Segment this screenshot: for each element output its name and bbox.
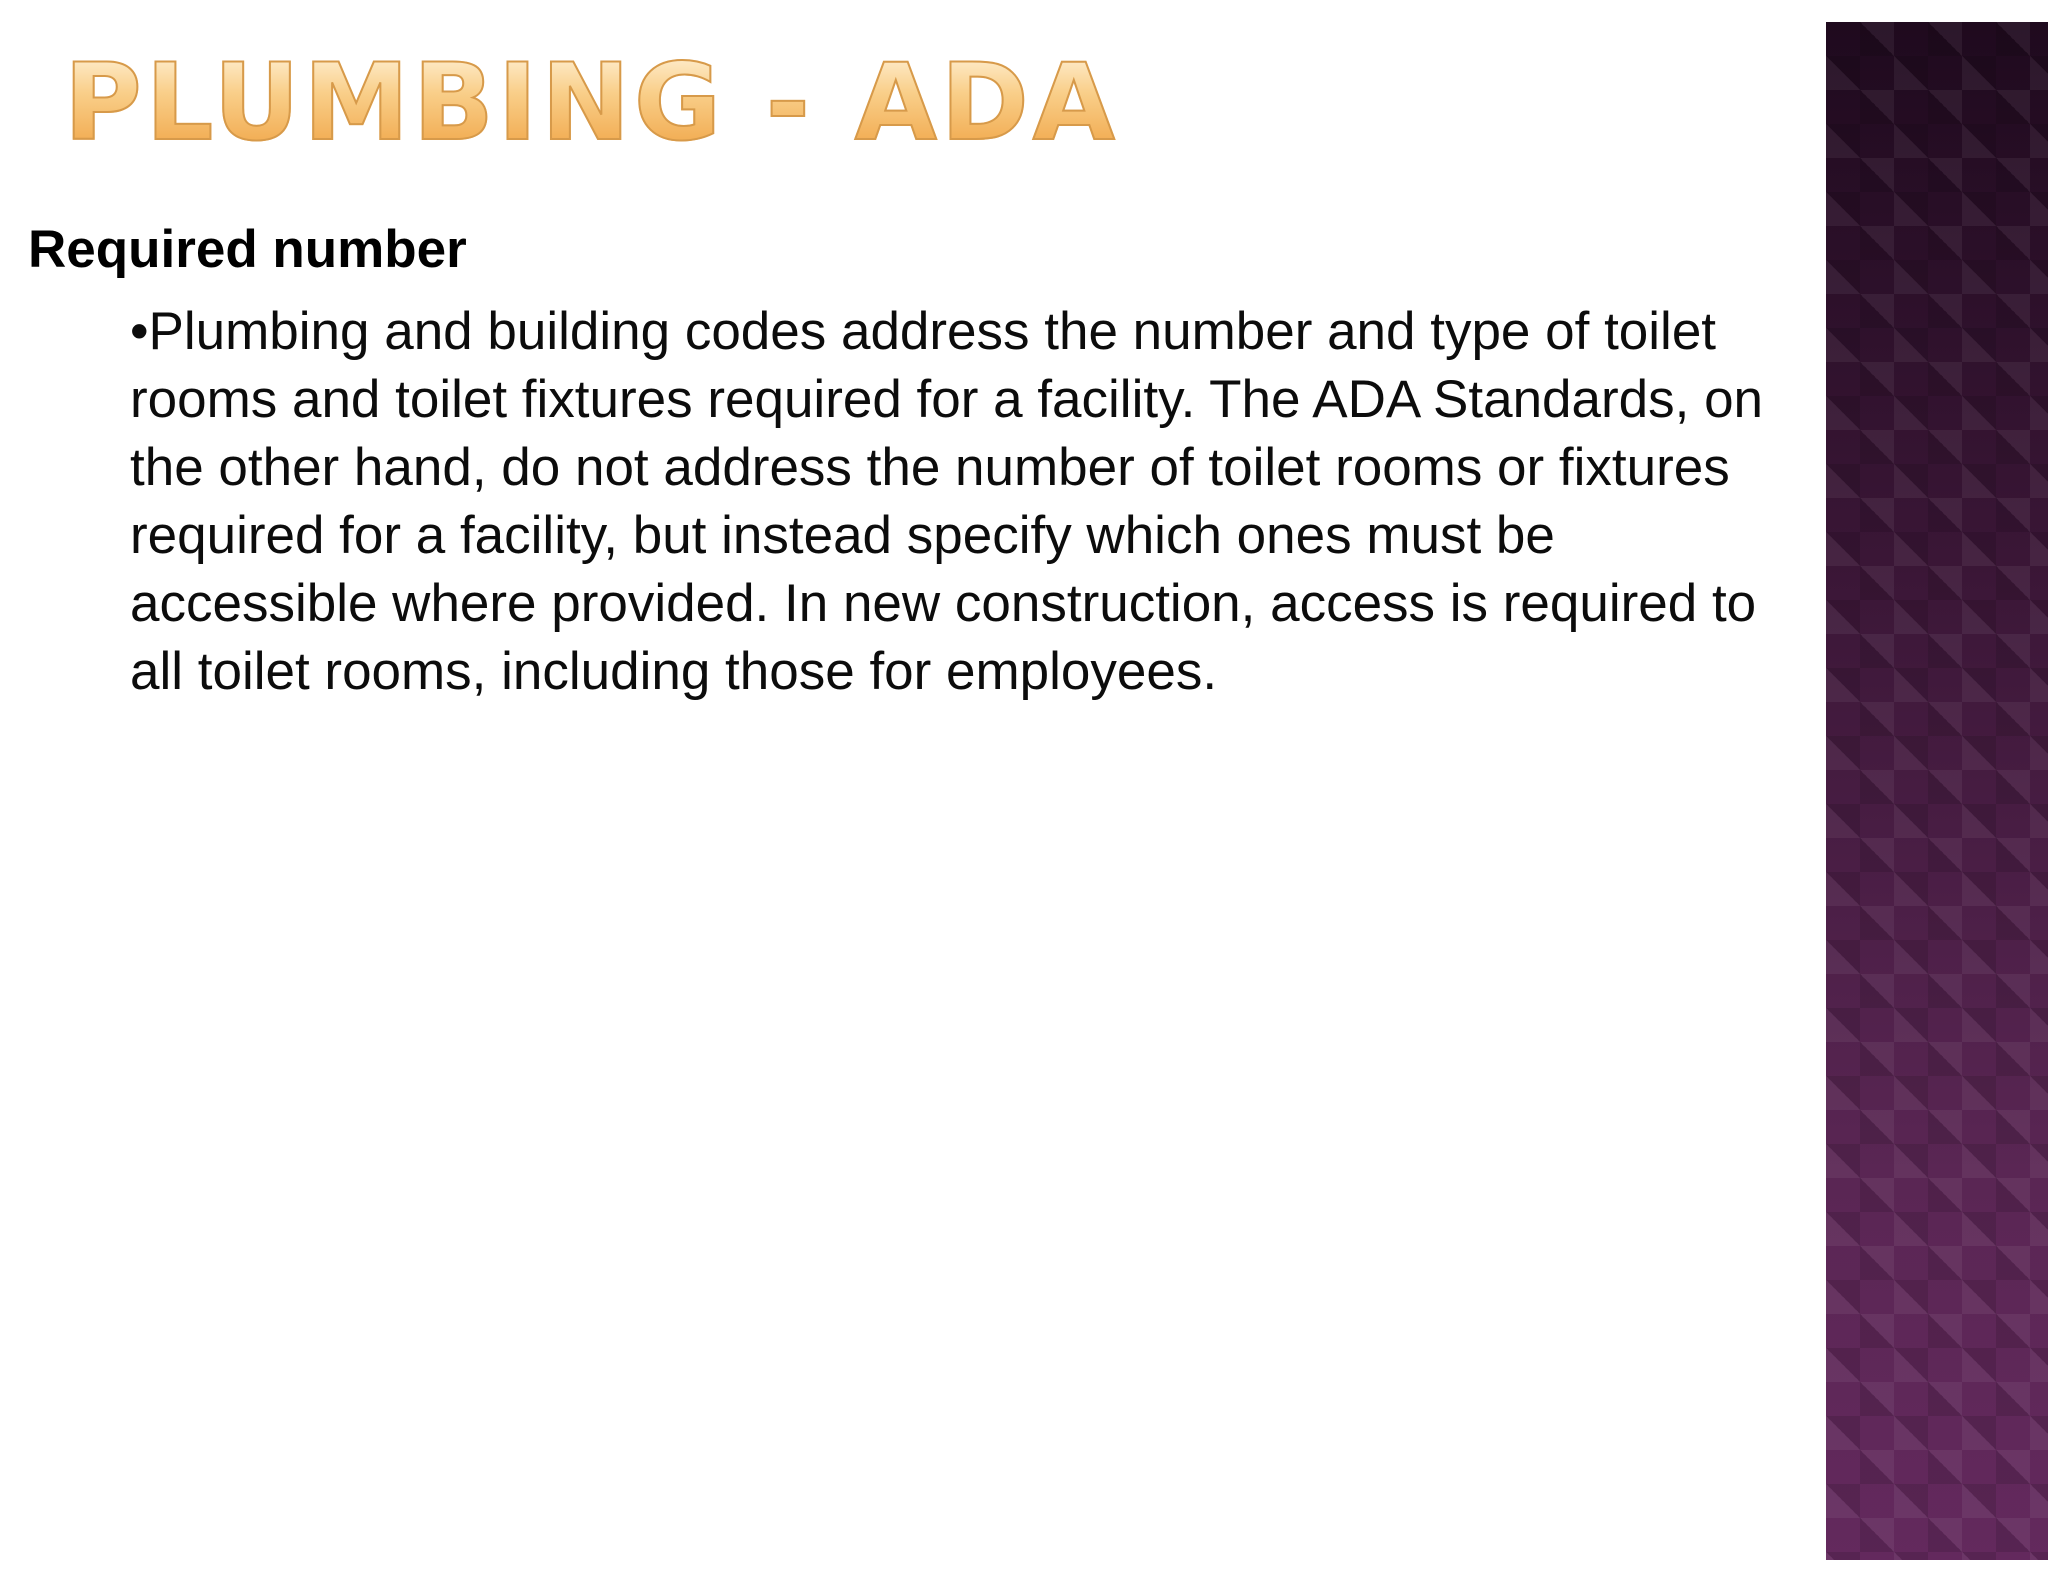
decorative-side-panel (1826, 22, 2048, 1560)
slide-subheading: Required number (28, 220, 467, 279)
bullet-paragraph: •Plumbing and building codes address the number and type of toilet rooms and toilet fixtures required for a facility. The ADA Standards, on the other hand, do not address the number of toilet rooms or fixtures required for a facility, but instead specify which ones must be accessible where provided. In new construction, access is required to all toilet rooms, including those for employees. (130, 302, 1764, 701)
slide-title: PLUMBING - ADA (64, 41, 1119, 164)
